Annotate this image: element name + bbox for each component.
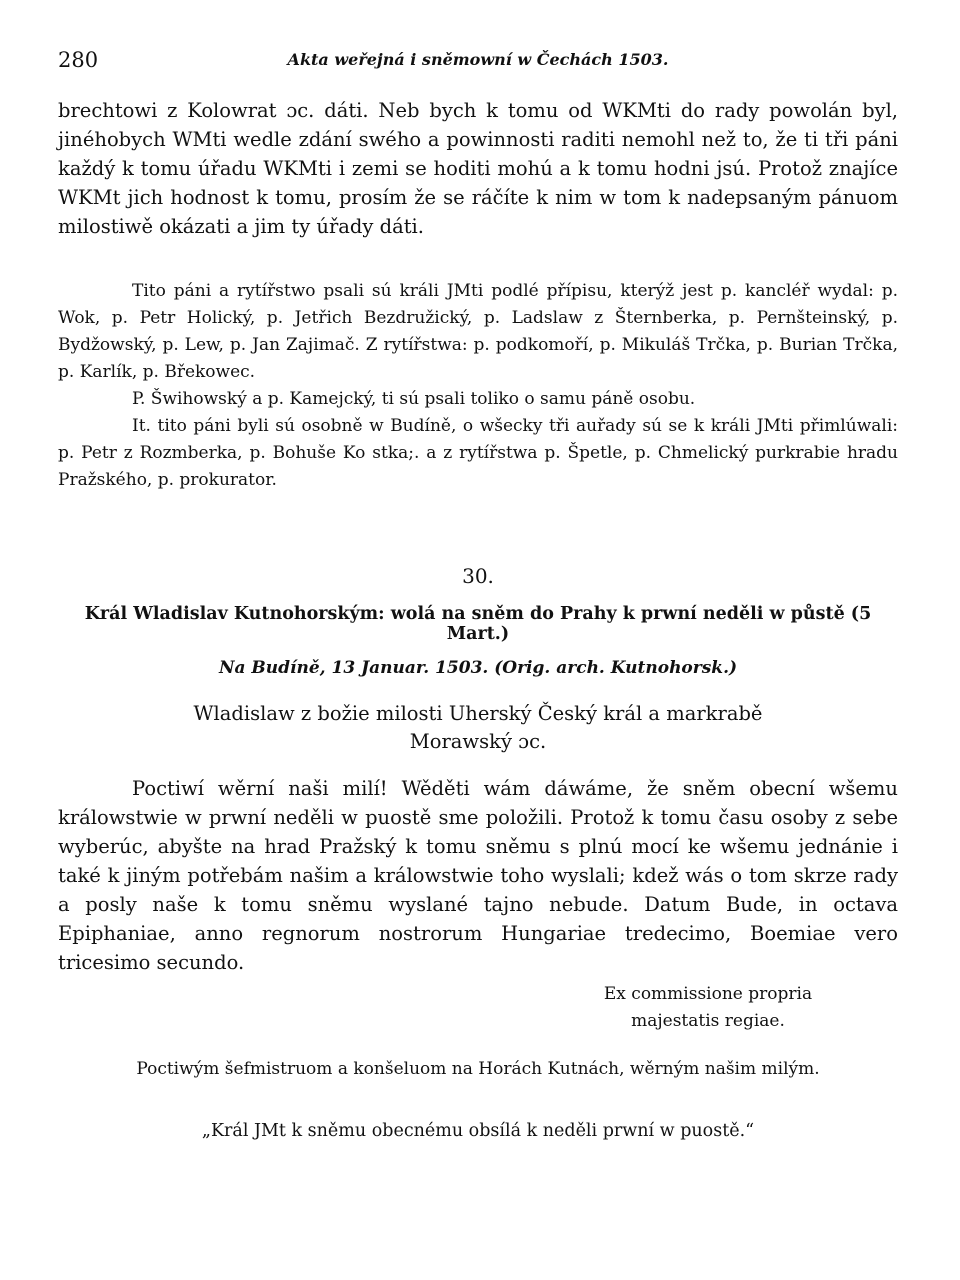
running-title: Akta weřejná i sněmowní w Čechách 1503. <box>287 50 669 69</box>
page-number: 280 <box>58 48 99 72</box>
note-paragraph: P. Šwihowský a p. Kamejcký, ti sú psali toliko o samu páně osobu. <box>132 389 696 409</box>
document-heading: Král Wladislav Kutnohorským: wolá na sněm do Prahy k prwní neděli w půstě (5 Mart.) <box>84 604 872 644</box>
document-dateline: Na Budíně, 13 Januar. 1503. (Orig. arch. Kutnohorsk.) <box>218 658 738 678</box>
document-number: 30. <box>462 564 494 588</box>
intro-paragraph: brechtowi z Kolowrat ɔc. dáti. Neb bych k tomu od WKMti do rady powolán byl, jinéhobych WMti wedle zdání swého a powinnosti raditi nemohl než to, že ti tři páni každý k tomu úřadu WKMti i zemi se hoditi mohú a k tomu hodni jsú. Protož znajíce WKMt jich hodnost k tomu, prosím že se ráčíte k nim w tom k nadepsaným pánuom milostiwě okázati a jim ty úřady dáti. <box>58 99 898 238</box>
signature-line: Ex commissione propria <box>603 984 813 1004</box>
document-30 <box>58 564 898 1141</box>
intitulatio-line: Wladislaw z božie milosti Uherský Český král a markrabě <box>193 702 763 725</box>
note-paragraph: It. tito páni byli sú osobně w Budíně, o wšecky tři auřady sú se k králi JMti přimlúwali: p. Petr z Rozmberka, p. Bohuše Ko stka;. a z rytířstwa p. Špetle, p. Chmelický purkrabie hradu Pražského, p. prokurator. <box>58 416 898 490</box>
document-body: Poctiwí wěrní naši milí! Wěděti wám dáwáme, že sněm obecní wšemu králowstwie w prwní neděli w puostě sme položili. Protož k tomu času osoby z sebe wyberúc, abyšte na hrad Pražský k tomu sněmu s plnú mocí ke wšemu jednánie i také k jiným potřebám našim a králowstwie toho wyslali; kdež wás o tom skrze rady a posly naše k tomu sněmu wyslané tajno nebude. Datum Bude, in octava Epiphaniae, anno regnorum nostrorum Hungariae tredecimo, Boemiae vero tricesimo secundo. <box>58 777 898 974</box>
notes-block <box>58 278 898 494</box>
document-endorsement: „Král JMt k sněmu obecnému obsílá k neděli prwní w puostě.“ <box>201 1121 755 1141</box>
document-address: Poctiwým šefmistruom a konšeluom na Horách Kutnách, wěrným našim milým. <box>136 1059 820 1079</box>
intitulatio-line: Morawský ɔc. <box>409 730 547 753</box>
page-header <box>58 48 898 78</box>
signature-line: majestatis regiae. <box>631 1011 785 1031</box>
signature-block <box>58 981 898 1035</box>
page <box>58 48 898 1141</box>
note-paragraph: Tito páni a rytířstwo psali sú králi JMti podlé přípisu, kterýž jest p. kancléř wydal: p. Wok, p. Petr Holický, p. Jetřich Bezdružický, p. Ladslaw z Šternberka, p. Pernšteinský, p. Bydžowský, p. Lew, p. Jan Zajimač. Z rytířstwa: p. podkomoří, p. Mikuláš Trčka, p. Burian Trčka, p. Karlík, p. Břekowec. <box>58 281 898 382</box>
